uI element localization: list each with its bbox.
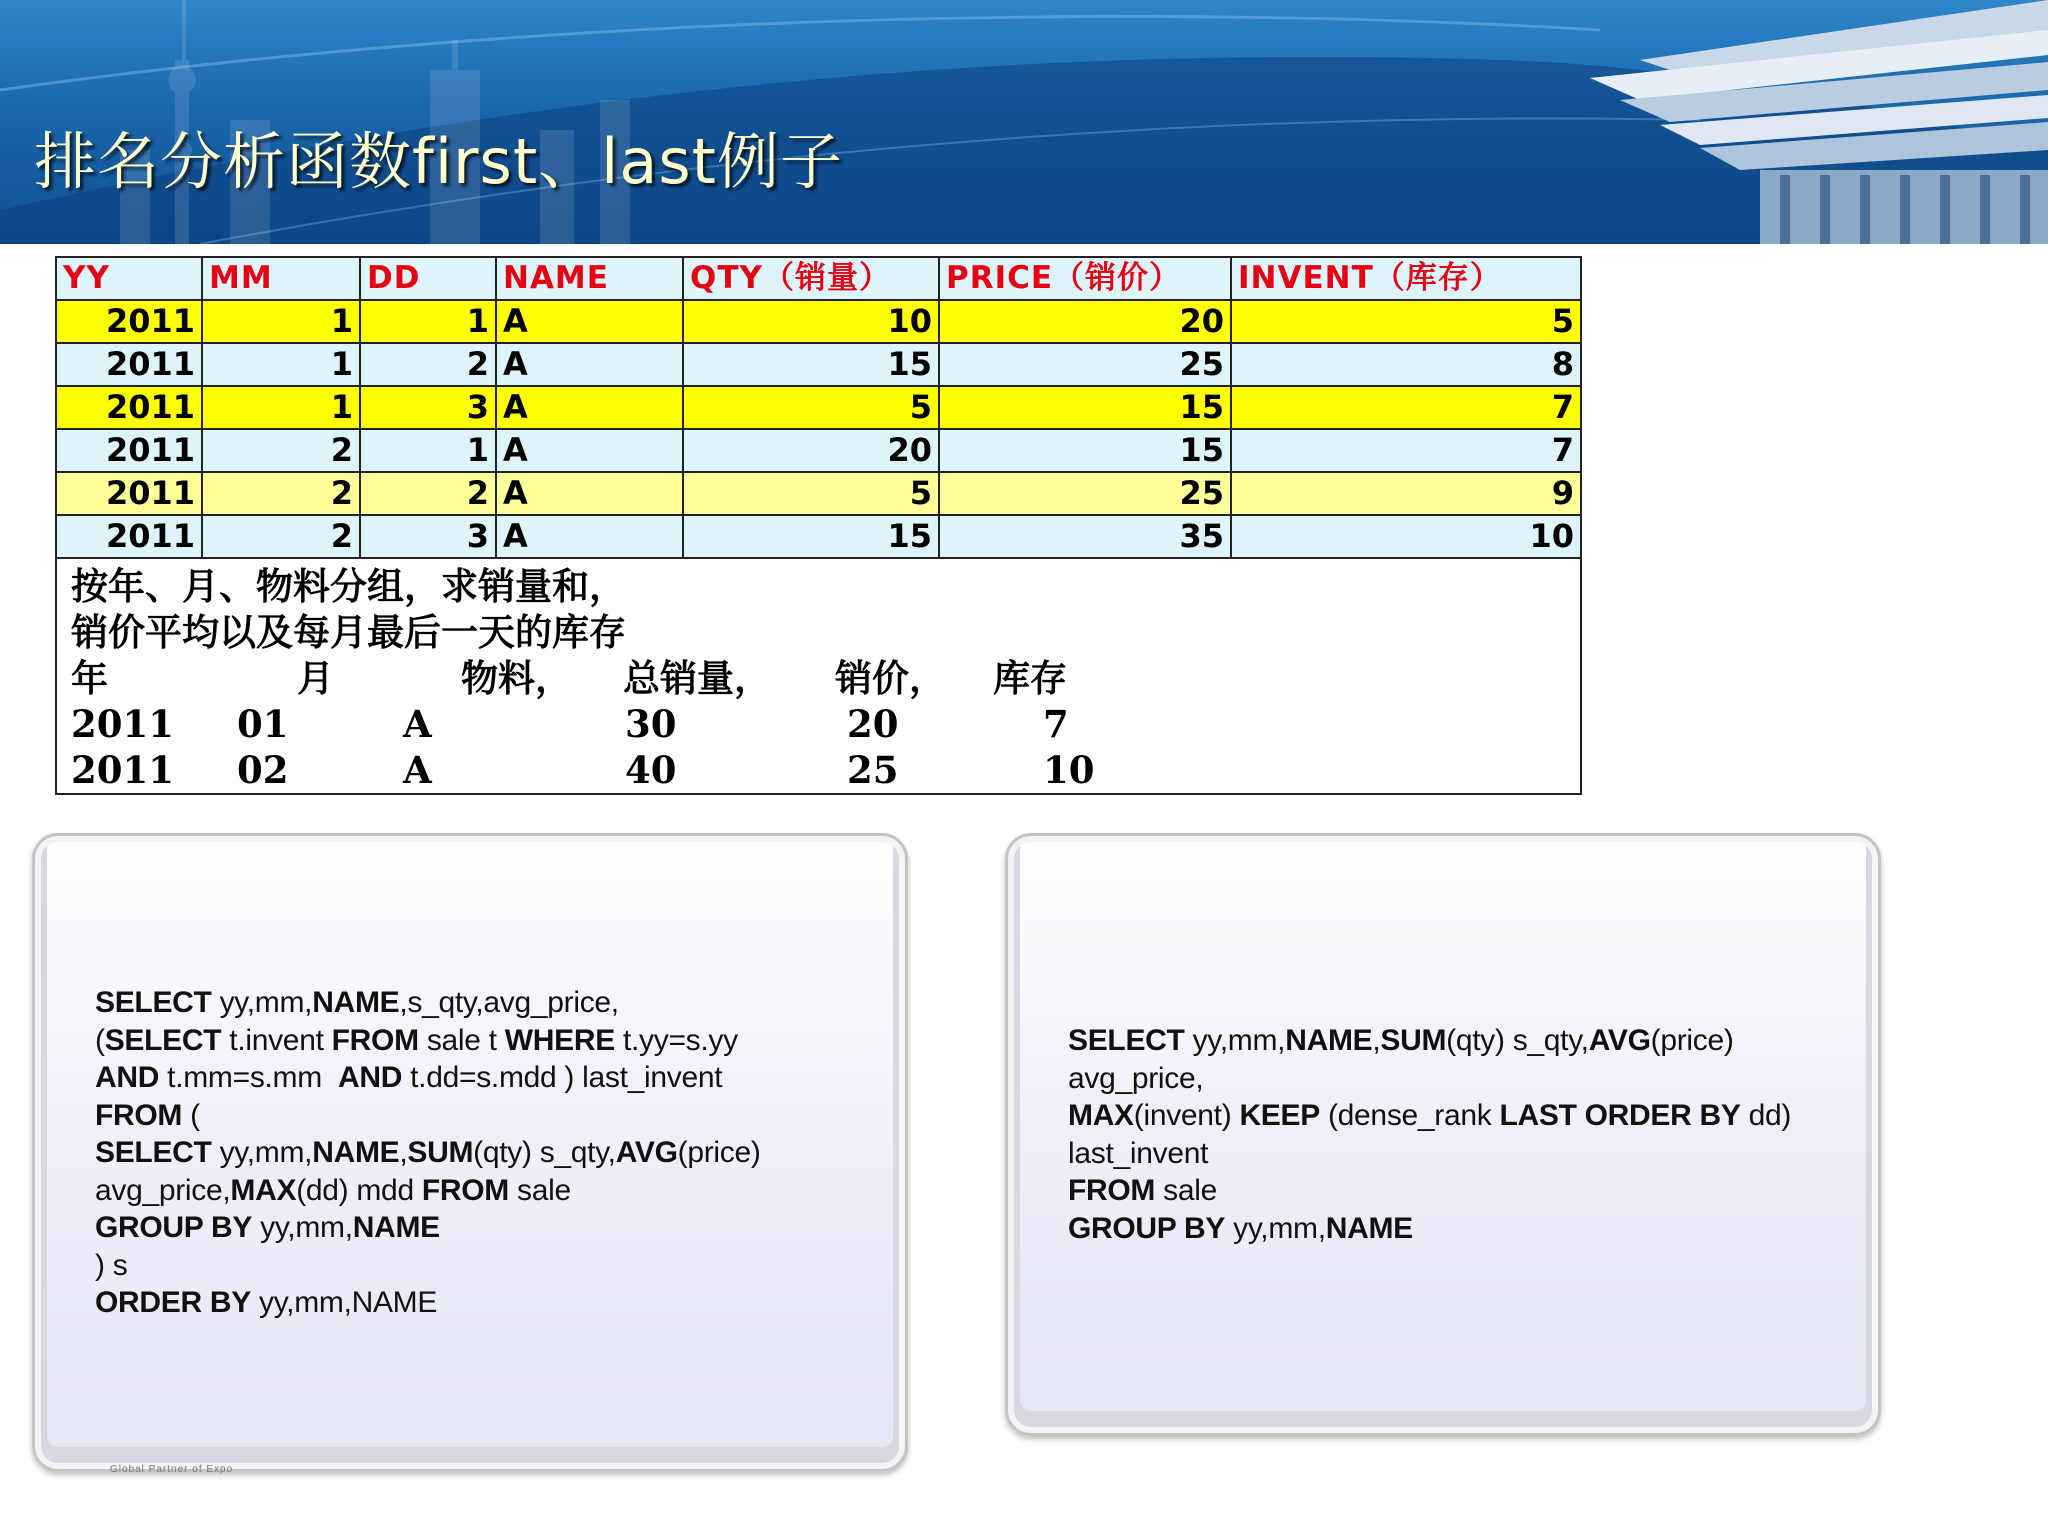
sql-line (1068, 1172, 1791, 1210)
result-cell: 20 (847, 702, 899, 746)
col-header-price: PRICE（销价） (939, 257, 1231, 300)
sql-keyword: AND (95, 1061, 160, 1094)
cell-invent: 8 (1231, 343, 1581, 386)
result-cell: 30 (625, 702, 677, 746)
cell-yy: 2011 (56, 429, 202, 472)
sql-line (1068, 1097, 1791, 1135)
cell-price: 25 (939, 472, 1231, 515)
sql-keyword: SELECT (95, 986, 212, 1019)
sql-keyword: NAME (312, 1136, 400, 1169)
cell-price: 25 (939, 343, 1231, 386)
result-cell: 7 (1043, 702, 1069, 746)
cell-name: A (496, 300, 683, 343)
sql-text: ) s (95, 1248, 128, 1282)
result-col-year: 年 (71, 656, 108, 700)
sql-text: last_invent (1068, 1136, 1209, 1170)
cell-mm: 2 (202, 515, 360, 558)
sql-keyword: SUM (1380, 1024, 1447, 1057)
sql-text: (price) (1650, 1024, 1734, 1057)
sql-text: avg_price, (1068, 1061, 1204, 1095)
cell-mm: 1 (202, 300, 360, 343)
sql-keyword: MAX (230, 1173, 297, 1207)
sql-keyword: FROM (421, 1173, 509, 1207)
cell-yy: 2011 (56, 343, 202, 386)
sql-line (95, 1097, 761, 1135)
sql-text: , (399, 1136, 408, 1169)
table-row (56, 472, 1581, 515)
table-row (56, 429, 1581, 472)
sql-keyword: NAME (1285, 1024, 1373, 1057)
sql-text: sale t (418, 1023, 505, 1057)
cell-qty: 5 (683, 472, 939, 515)
sql-text: t.dd=s.mdd ) last_invent (402, 1061, 723, 1094)
col-header-yy: YY (56, 257, 202, 300)
cell-qty: 15 (683, 515, 939, 558)
sql-text: yy,mm, (1184, 1024, 1286, 1057)
result-cell: 02 (237, 748, 289, 792)
sql-code-keep-last (1068, 1022, 1791, 1247)
result-header (71, 655, 1570, 701)
cell-name: A (496, 343, 683, 386)
sql-text: yy,mm, (211, 1136, 313, 1169)
sql-text: t.invent (221, 1023, 332, 1057)
sql-text: (dd) mdd (296, 1173, 422, 1207)
result-cell: 2011 (71, 748, 174, 792)
result-col-total-qty: 总销量， (623, 656, 771, 700)
sql-line (1068, 1135, 1791, 1173)
sql-text: (qty) s_qty, (473, 1136, 616, 1169)
result-cell: 40 (625, 748, 677, 792)
col-header-qty: QTY（销量） (683, 257, 939, 300)
sql-keyword: FROM (95, 1098, 183, 1132)
sql-text: (qty) s_qty, (1446, 1024, 1589, 1057)
sql-line (95, 1172, 761, 1210)
cell-yy: 2011 (56, 300, 202, 343)
sql-line (95, 1284, 761, 1322)
sql-keyword: AVG (615, 1136, 678, 1169)
result-cell: A (403, 748, 432, 792)
sql-text: ( (182, 1098, 200, 1132)
sql-text: yy,mm,NAME (250, 1286, 438, 1319)
cell-price: 15 (939, 386, 1231, 429)
sql-keyword: SELECT (95, 1136, 212, 1169)
cell-dd: 1 (360, 300, 496, 343)
sql-text: yy,mm, (252, 1211, 353, 1244)
note-row (56, 558, 1581, 794)
cell-mm: 1 (202, 386, 360, 429)
cell-name: A (496, 429, 683, 472)
sql-keyword: GROUP BY (95, 1211, 253, 1244)
sql-line (1068, 1060, 1791, 1098)
result-note (56, 558, 1581, 794)
sql-box-subquery (32, 833, 908, 1472)
cell-price: 20 (939, 300, 1231, 343)
cell-name: A (496, 386, 683, 429)
sql-keyword: KEEP (1239, 1099, 1320, 1132)
sql-line (95, 984, 761, 1022)
cell-invent: 9 (1231, 472, 1581, 515)
sql-keyword: NAME (312, 986, 400, 1019)
sql-keyword: GROUP BY (1068, 1211, 1226, 1245)
sql-text: (invent) (1133, 1099, 1240, 1132)
header-banner (0, 0, 2048, 244)
result-cell: 2011 (71, 702, 174, 746)
sql-keyword: FROM (1068, 1174, 1156, 1207)
sql-line (95, 1134, 761, 1172)
sql-text: dd) (1740, 1099, 1792, 1132)
sql-text: yy,mm, (211, 986, 313, 1019)
cell-yy: 2011 (56, 386, 202, 429)
result-cell: 01 (237, 702, 289, 746)
sql-keyword: AVG (1588, 1024, 1651, 1057)
sql-keyword: LAST ORDER BY (1499, 1099, 1741, 1132)
cell-invent: 7 (1231, 386, 1581, 429)
sql-line (95, 1022, 761, 1060)
cell-qty: 10 (683, 300, 939, 343)
cell-mm: 1 (202, 343, 360, 386)
sql-keyword: WHERE (504, 1023, 615, 1057)
sql-keyword: NAME (1325, 1211, 1413, 1245)
sql-code-subquery (95, 984, 761, 1322)
sql-keyword: SELECT (104, 1023, 222, 1057)
sql-text: (dense_rank (1319, 1099, 1500, 1132)
sql-line (95, 1059, 761, 1097)
sql-keyword: SELECT (1068, 1024, 1185, 1057)
note-line-1: 按年、月、物料分组，求销量和， (71, 564, 626, 608)
cell-dd: 3 (360, 386, 496, 429)
result-col-material: 物料， (461, 656, 572, 700)
cell-price: 35 (939, 515, 1231, 558)
sales-table (55, 256, 1582, 795)
table-row (56, 386, 1581, 429)
sql-keyword: AND (338, 1061, 403, 1094)
sql-text: ( (95, 1023, 105, 1057)
cell-dd: 2 (360, 472, 496, 515)
result-row (71, 747, 1570, 793)
cell-qty: 20 (683, 429, 939, 472)
sql-keyword: FROM (331, 1023, 419, 1057)
sql-line (1068, 1210, 1791, 1248)
result-col-month: 月 (297, 656, 334, 700)
cell-invent: 5 (1231, 300, 1581, 343)
footer-text: Global Partner of Expo (110, 1464, 234, 1475)
sql-text: (price) (677, 1136, 761, 1169)
cell-mm: 2 (202, 472, 360, 515)
cell-qty: 15 (683, 343, 939, 386)
col-header-dd: DD (360, 257, 496, 300)
sql-line (95, 1209, 761, 1247)
cell-price: 15 (939, 429, 1231, 472)
cell-name: A (496, 515, 683, 558)
table-row (56, 515, 1581, 558)
note-line-2: 销价平均以及每月最后一天的库存 (71, 610, 626, 654)
sql-line (95, 1247, 761, 1285)
sql-text: t.yy=s.yy (614, 1023, 738, 1057)
cell-invent: 7 (1231, 429, 1581, 472)
table-header-row (56, 257, 1581, 300)
sql-keyword: NAME (352, 1211, 440, 1244)
sql-keyword: ORDER BY (95, 1286, 251, 1319)
result-cell: 10 (1043, 748, 1095, 792)
cell-yy: 2011 (56, 472, 202, 515)
sql-text: sale (1155, 1174, 1217, 1207)
slide-title: 排名分析函数first、last例子 (34, 125, 843, 198)
cell-yy: 2011 (56, 515, 202, 558)
result-cell: A (403, 702, 432, 746)
cell-dd: 3 (360, 515, 496, 558)
cell-invent: 10 (1231, 515, 1581, 558)
sql-line (1068, 1022, 1791, 1060)
cell-dd: 2 (360, 343, 496, 386)
table-row (56, 300, 1581, 343)
result-col-price: 销价， (835, 656, 946, 700)
sql-text: avg_price, (95, 1173, 231, 1207)
result-cell: 25 (847, 748, 899, 792)
sql-text: , (1372, 1024, 1381, 1057)
sql-text: sale (509, 1173, 571, 1207)
cell-mm: 2 (202, 429, 360, 472)
col-header-name: NAME (496, 257, 683, 300)
col-header-invent: INVENT（库存） (1231, 257, 1581, 300)
table-row (56, 343, 1581, 386)
result-row (71, 701, 1570, 747)
result-col-invent: 库存 (993, 656, 1067, 700)
cell-dd: 1 (360, 429, 496, 472)
cell-qty: 5 (683, 386, 939, 429)
cell-name: A (496, 472, 683, 515)
sql-box-keep-last (1005, 833, 1881, 1436)
sql-keyword: SUM (407, 1136, 474, 1169)
sql-keyword: MAX (1068, 1099, 1134, 1132)
sql-text: yy,mm, (1225, 1211, 1326, 1245)
sql-text: t.mm=s.mm (159, 1061, 338, 1094)
col-header-mm: MM (202, 257, 360, 300)
sql-text: ,s_qty,avg_price, (399, 986, 619, 1019)
